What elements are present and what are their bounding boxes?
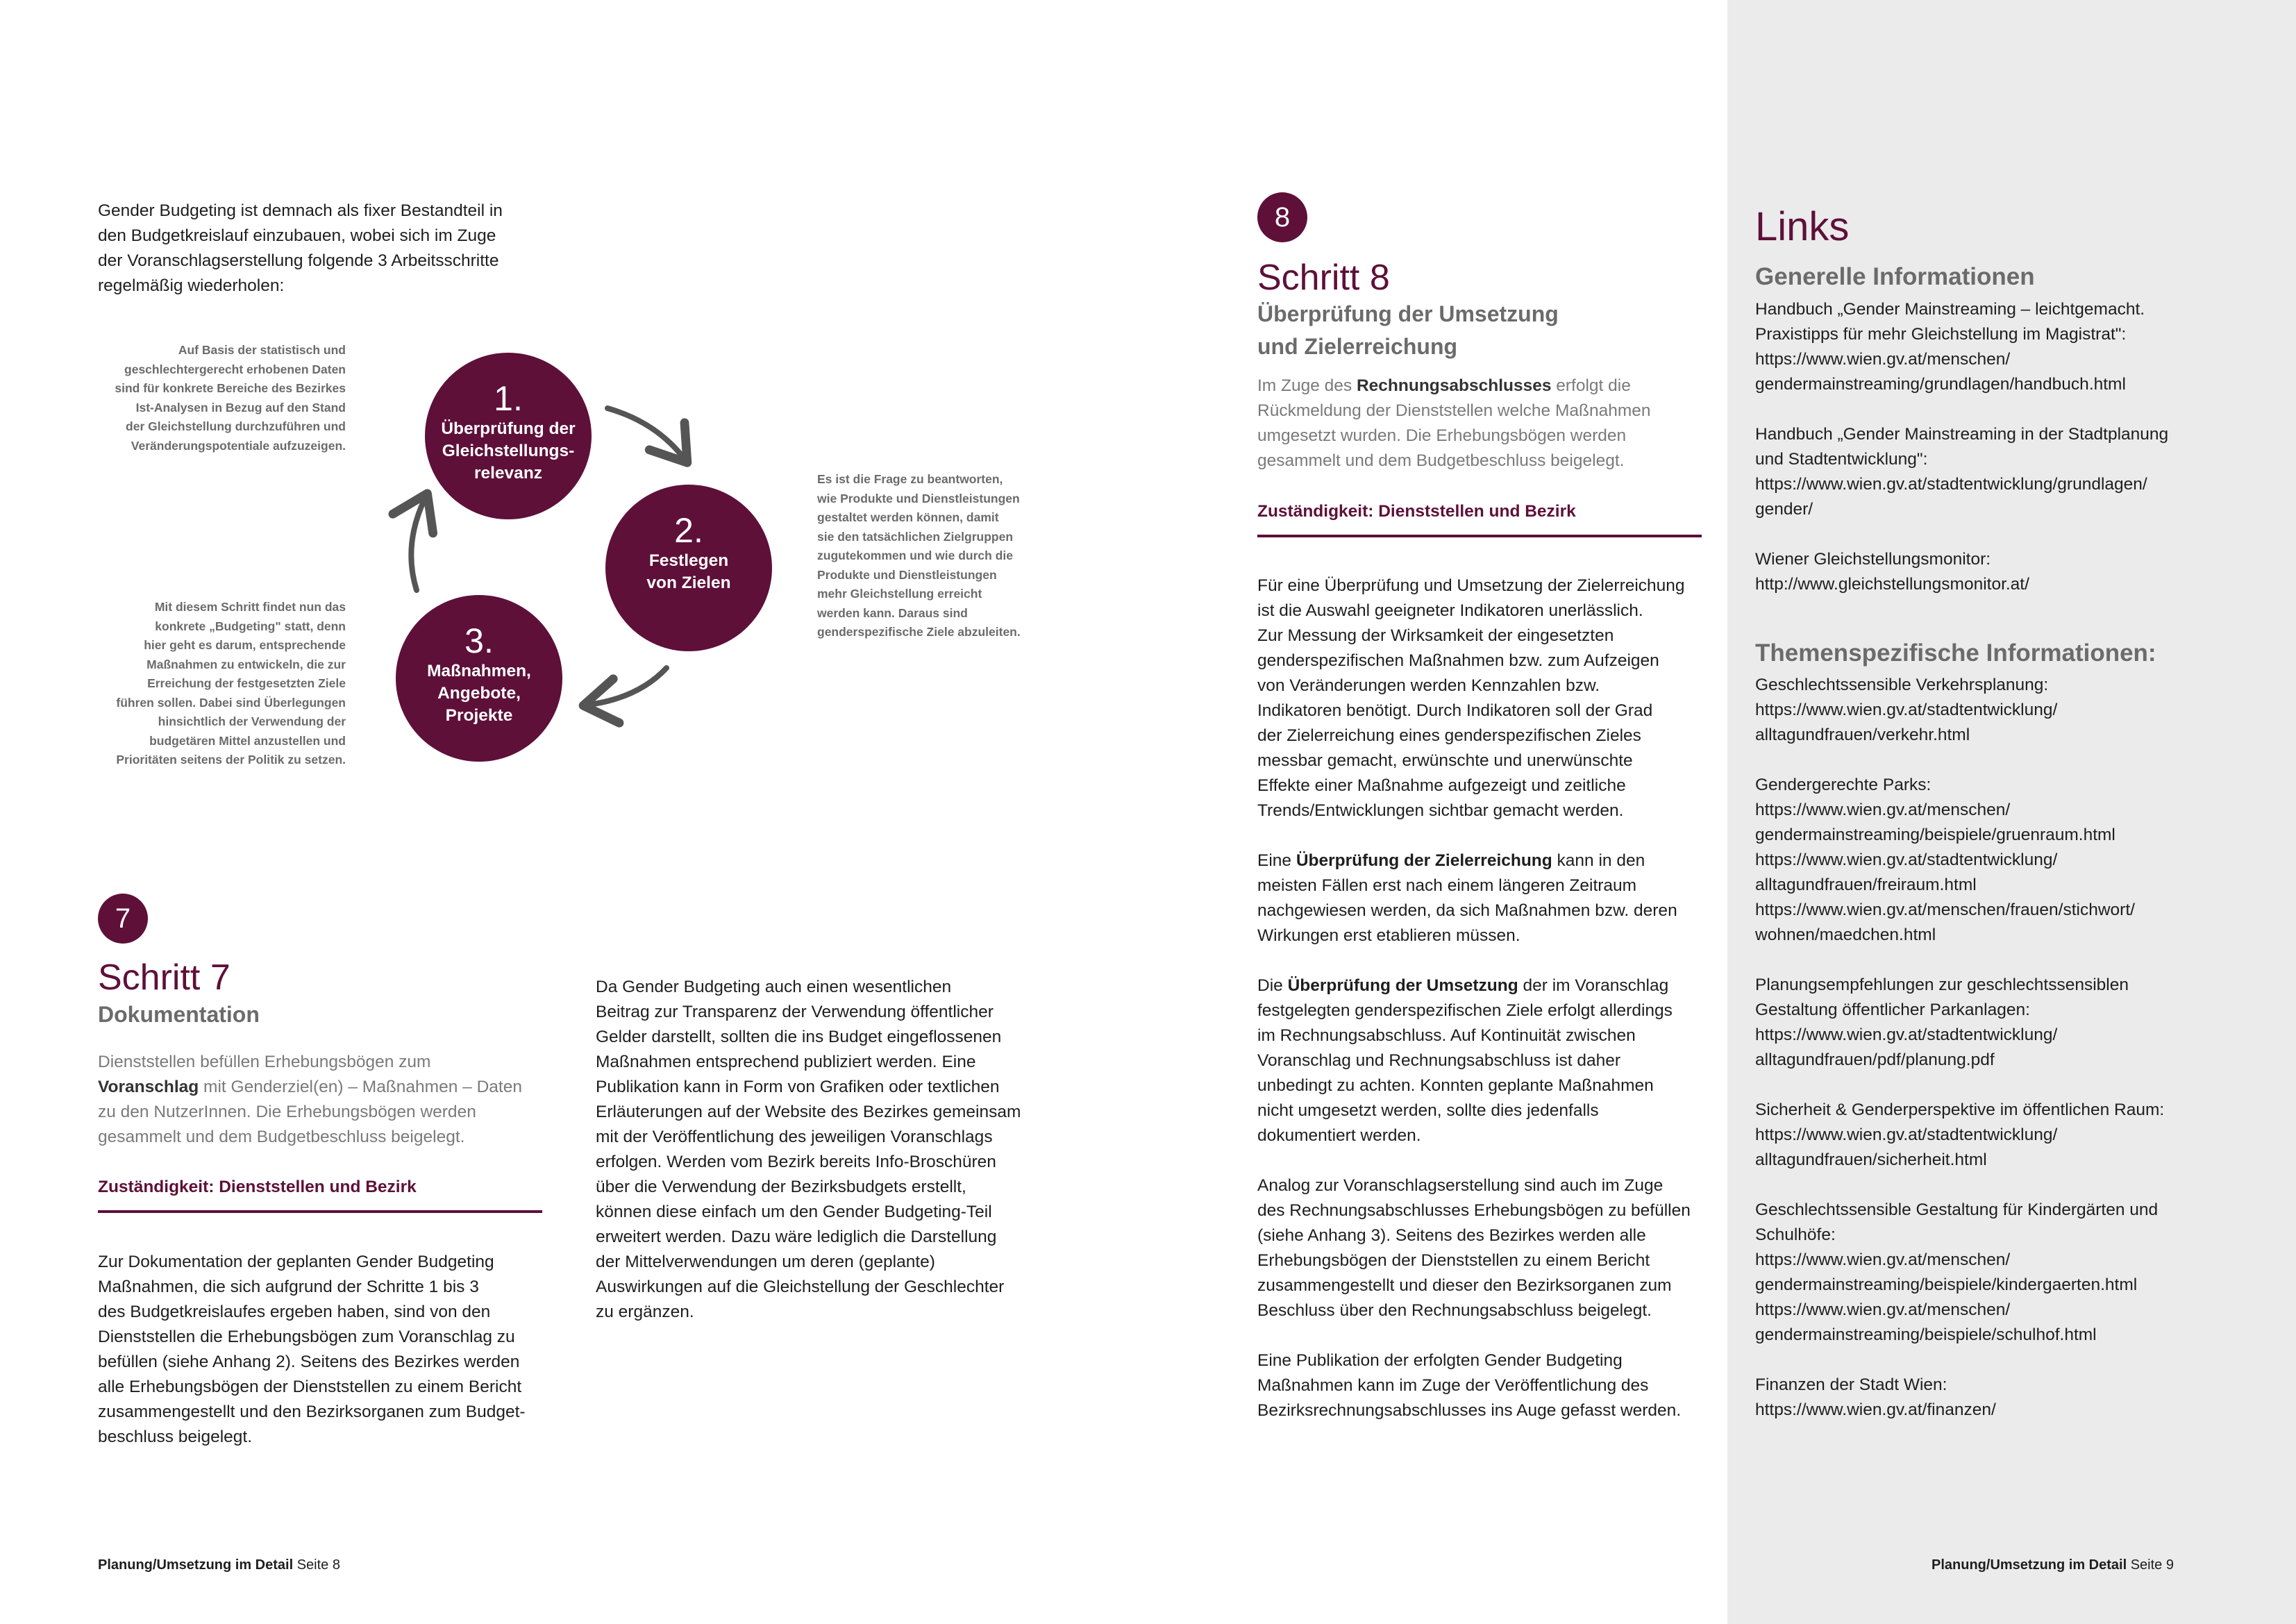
- step8-summary: [1257, 374, 1716, 474]
- step7-body-col2: Da Gender Budgeting auch einen wesentlichen Beitrag zur Transparenz der Verwendung öffentlicher Gelder darstellt, sollten die ins Budget eingeflossenen Maßnahmen entsprechend publiziert werden. Eine Publikation kann in Form von Grafiken oder textlichen Erläuterungen auf der Website des Bezirkes gemeinsam mit der Veröffentlichung des jeweiligen Voranschlags erfolgen. Werden vom Bezirk bereits Info-Broschüren über die Verwendung der Bezirksbudgets erstellt, können diese einfach um den Gender Budgeting-Teil erweitert werden. Dazu wäre lediglich die Darstellung der Mittelverwendungen um deren (geplante) Auswirkungen auf die Gleichstellung der Geschlechter zu ergänzen.: [596, 978, 1021, 1321]
- cycle-step-1: [425, 353, 592, 519]
- step8-para3: [1257, 973, 1729, 1148]
- step8-summary-post: erfolgt die Rückmeldung der Dienststellen welche Maßnahmen umgesetzt wurden. Die Erhebungsbögen werden gesammelt und dem Budgetbeschluss beigelegt.: [1257, 376, 1651, 470]
- links-general-text: Handbuch „Gender Mainstreaming – leichtgemacht. Praxistipps für mehr Gleichstellung im Magistrat": https://www.wien.gv.at/menschen/ gendermainstreaming/grundlagen/handbuch.html Handbuch „Gender Mainstreaming in der Stadtplanung und Stadtentwicklung": https://www.wien.gv.at/stadtentwicklung/grundlagen/ gender/ Wiener Gleichstellungsmonitor: http://www.gleichstellungsmonitor.at/: [1755, 300, 2169, 594]
- arrow-3-to-1: [411, 499, 425, 590]
- step8-para5: Eine Publikation der erfolgten Gender Budgeting Maßnahmen kann im Zuge der Veröffentlichung des Bezirksrechnungsabschlusses ins Auge gefasst werden.: [1257, 1351, 1682, 1420]
- footer-right-section: Planung/Umsetzung im Detail: [1932, 1557, 2127, 1573]
- footer-left-section: Planung/Umsetzung im Detail: [98, 1557, 294, 1573]
- footer-right: [1932, 1555, 2174, 1575]
- note-step1: Auf Basis der statistisch und geschlechtergerecht erhobenen Daten sind für konkrete Bereiche des Bezirkes Ist-Analysen in Bezug auf den Stand der Gleichstellung durchzuführen und Veränderungspotentiale aufzuzeigen.: [115, 343, 346, 453]
- step7-summary-bold: Voranschlag: [98, 1078, 199, 1096]
- step8-para2-bold: Überprüfung der Zielerreichung: [1296, 851, 1552, 870]
- cycle-step-2: [605, 485, 772, 651]
- step8-para4: Analog zur Voranschlagserstellung sind auch im Zuge des Rechnungsabschlusses Erhebungsbögen zu befüllen (siehe Anhang 3). Seitens des Bezirkes werden alle Erhebungsbögen der Dienststellen zu einem Bericht zusammengestellt und dieser den Bezirksorganen zum Beschluss über den Rechnungsabschluss beigelegt.: [1257, 1176, 1691, 1320]
- step8-para1: Für eine Überprüfung und Umsetzung der Zielerreichung ist die Auswahl geeigneter Indikatoren unerlässlich. Zur Messung der Wirksamkeit der eingesetzten genderspezifischen Maßnahmen bzw. zum Aufzeigen von Veränderungen werden Kennzahlen bzw. Indikatoren benötigt. Durch Indikatoren soll der Grad der Zielerreichung eines genderspezifischen Zieles messbar gemacht, erwünschte und unerwünschte Effekte einer Maßnahme aufgezeigt und zeitliche Trends/Entwicklungen sichtbar gemacht werden.: [1257, 576, 1685, 820]
- links-topics-text: Geschlechtssensible Verkehrsplanung: https://www.wien.gv.at/stadtentwicklung/ alltagundfrauen/verkehr.html Gendergerechte Parks: https://www.wien.gv.at/menschen/ gendermainstreaming/beispiele/gruenraum.html https://www.wien.gv.at/stadtentwicklung/ alltagundfrauen/freiraum.html https://www.wien.gv.at/menschen/frauen/stichwort/ wohnen/maedchen.html Planungsempfehlungen zur geschlechtssensiblen Gestaltung öffentlicher Parkanlagen: https://www.wien.gv.at/stadtentwicklung/ alltagundfrauen/pdf/planung.pdf Sicherheit & Genderperspektive im öffentlichen Raum: https://www.wien.gv.at/stadtentwicklung/ alltagundfrauen/sicherheit.html Geschlechtssensible Gestaltung für Kindergärten und Schulhöfe: https://www.wien.gv.at/menschen/ gendermainstreaming/beispiele/kindergaerten.html https://www.wien.gv.at/menschen/ gendermainstreaming/beispiele/schulhof.html Finanzen der Stadt Wien: https://www.wien.gv.at/finanzen/: [1755, 676, 2165, 1419]
- arrow-2-to-3: [589, 668, 667, 705]
- intro-text: Gender Budgeting ist demnach als fixer Bestandteil in den Budgetkreislauf einzubauen, wobei sich im Zuge der Voranschlagserstellung folgende 3 Arbeitsschritte regelmäßig wiederholen:: [98, 201, 503, 295]
- step7-title: Schritt 7: [98, 957, 231, 998]
- cycle-step-3: [396, 595, 562, 762]
- step8-badge: 8: [1257, 192, 1307, 242]
- step8-responsibility: Zuständigkeit: Dienststellen und Bezirk: [1257, 502, 1576, 521]
- step8-para2-post: kann in den meisten Fällen erst nach einem längeren Zeitraum nachgewiesen werden, da sich Maßnahmen bzw. deren Wirkungen erst etablieren müssen.: [1257, 851, 1677, 945]
- links-title: Links: [1755, 204, 1850, 249]
- cycle-step-1-number: 1.: [494, 379, 523, 418]
- step8-para3-pre: Die: [1257, 976, 1288, 995]
- note-step2: Es ist die Frage zu beantworten, wie Produkte und Dienstleistungen gestaltet werden können, damit sie den tatsächlichen Zielgruppen zugutekommen und wie durch die Produkte und Dienstleistungen mehr Gleichstellung erreicht werden kann. Daraus sind genderspezifische Ziele abzuleiten.: [817, 472, 1021, 639]
- step7-summary-post: mit Genderziel(en) – Maßnahmen – Daten zu den NutzerInnen. Die Erhebungsbögen werden gesammelt und dem Budgetbeschluss beigelegt.: [98, 1078, 522, 1146]
- step8-para3-post: der im Voranschlag festgelegten genderspezifischen Ziele erfolgt allerdings im Rechnungsabschluss. Auf Kontinuität zwischen Voranschlag und Rechnungsabschluss ist daher unbedingt zu achten. Konnten geplante Maßnahmen nicht umgesetzt werden, sollte dies jedenfalls dokumentiert werden.: [1257, 976, 1673, 1145]
- cycle-step-3-number: 3.: [464, 621, 494, 660]
- cycle-step-3-label: Maßnahmen, Angebote, Projekte: [427, 662, 531, 725]
- step8-para3-bold: Überprüfung der Umsetzung: [1287, 976, 1518, 995]
- note-step3: Mit diesem Schritt findet nun das konkrete „Budgeting" statt, denn hier geht es darum, entsprechende Maßnahmen zu entwickeln, die zur Erreichung der festgesetzten Ziele führen sollen. Dabei sind Überlegungen hinsichtlich der Verwendung der budgetären Mittel anzustellen und Prioritäten seitens der Politik zu setzen.: [116, 600, 346, 767]
- step7-divider: [98, 1210, 542, 1213]
- step7-summary-pre: Dienststellen befüllen Erhebungsbögen zum: [98, 1053, 431, 1071]
- step8-title: Schritt 8: [1257, 258, 1390, 298]
- footer-left: [98, 1555, 340, 1575]
- footer-left-page: Seite 8: [293, 1557, 340, 1573]
- step8-summary-pre: Im Zuge des: [1257, 376, 1357, 395]
- links-topics-heading: Themenspezifische Informationen:: [1755, 639, 2156, 667]
- step7-badge: 7: [98, 894, 148, 944]
- step7-summary: [98, 1050, 556, 1150]
- step7-responsibility: Zuständigkeit: Dienststellen und Bezirk: [98, 1178, 417, 1196]
- step8-summary-bold: Rechnungsabschlusses: [1356, 376, 1552, 395]
- footer-right-page: Seite 9: [2127, 1557, 2174, 1573]
- step7-subtitle: Dokumentation: [98, 1002, 260, 1027]
- step8-para2: [1257, 848, 1729, 948]
- step8-para2-pre: Eine: [1257, 851, 1296, 870]
- step8-subtitle: Überprüfung der Umsetzung und Zielerreichung: [1257, 301, 1559, 359]
- cycle-step-1-label: Überprüfung der Gleichstellungs- relevanz: [441, 419, 576, 483]
- arrow-1-to-2: [607, 408, 684, 458]
- step8-divider: [1257, 535, 1702, 537]
- step7-body-col1: Zur Dokumentation der geplanten Gender Budgeting Maßnahmen, die sich aufgrund der Schritte 1 bis 3 des Budgetkreislaufes ergeben haben, sind von den Dienststellen die Erhebungsbögen zum Voranschlag zu befüllen (siehe Anhang 2). Seitens des Bezirkes werden alle Erhebungsbögen der Dienststellen zu einem Bericht zusammengestellt und den Bezirksorganen zum Budget- beschluss beigelegt.: [98, 1253, 526, 1446]
- links-general-heading: Generelle Informationen: [1755, 263, 2035, 290]
- cycle-step-2-number: 2.: [674, 511, 703, 550]
- cycle-step-2-label: Festlegen von Zielen: [646, 551, 731, 592]
